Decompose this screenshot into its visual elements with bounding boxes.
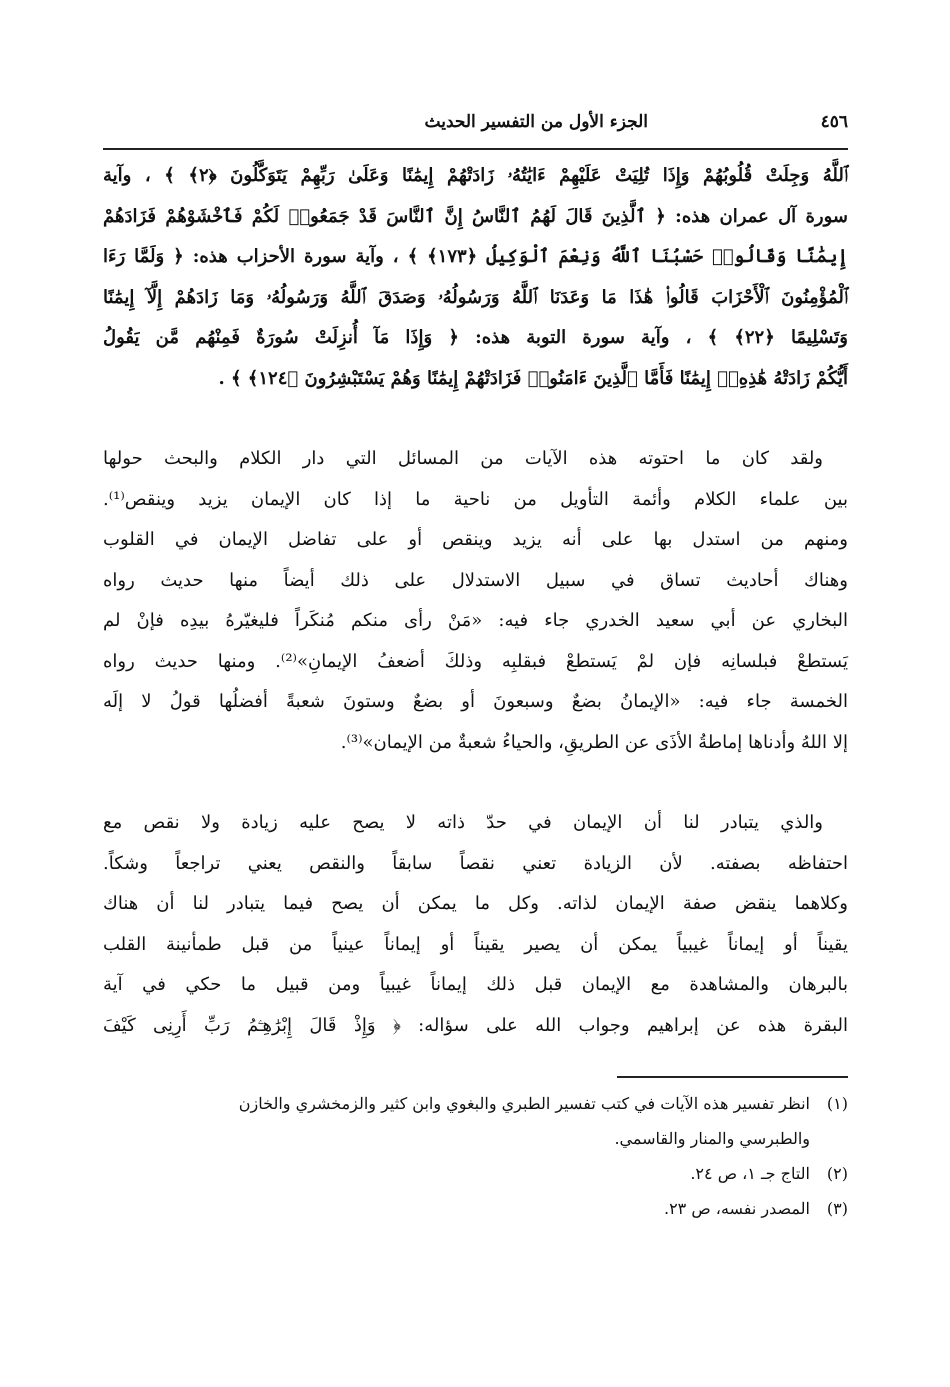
header-rule [103,148,848,150]
text-line: ولقد كان ما احتوته هذه الآيات من المسائل التي دار الكلام والبحث حولها [103,448,823,469]
text-line: يقيناً أو إيماناً غيبياً يمكن أن يصير يقيناً أو إيماناً عينياً من قبل طمأنينة القلب [103,933,848,955]
text-line: بالبرهان والمشاهدة مع الإيمان قبل ذلك إيماناً غيبياً ومن قبيل ما حكي في آية [103,974,848,995]
text-line: أَيُّكُمْ زَادَتْهُ هَٰذِهِۦٓ إِيمَٰنًا فَأَمَّا ٱلَّذِينَ ءَامَنُوا۟ فَزَادَتْهُمْ إِيمَٰنًا وَهُمْ يَسْتَبْشِرُونَ ﴿١٢٤﴾ ﴾ . [218,367,848,389]
text-line: إلا اللهُ وأدناها إماطةُ الأذَى عن الطريقِ، والحياءُ شعبةٌ من الإيمان»⁽³⁾. [340,731,848,753]
text-line: وهناك أحاديث تساق في سبيل الاستدلال على ذلك أيضاً منها حديث رواه [103,569,848,591]
paragraph-2 [103,803,848,1046]
footnote-marker: (٣) [826,1198,848,1218]
text-line: الخمسة جاء فيه: «الإيمانُ بضعٌ وسبعونَ أو بضعٌ وستونَ شعبةً أفضلُها قولُ لا إلَه [103,691,848,712]
text-line: ٱلْمُؤْمِنُونَ ٱلْأَحْزَابَ قَالُوا۟ هَٰذَا مَا وَعَدَنَا ٱللَّهُ وَرَسُولُهُۥ وَصَدَقَ ٱللَّهُ وَرَسُولُهُۥ وَمَا زَادَهُمْ إِلَّآ إِيمَٰنًا [103,286,848,308]
paragraph-1 [103,439,848,763]
text-line: إِيمَٰنًا وَقَالُوا۟ حَسْبُنَا ٱللَّهُ وَنِعْمَ ٱلْوَكِيلُ ﴿١٧٣﴾ ﴾ ، وآية سورة الأحزاب هذه: ﴿ وَلَمَّا رَءَا [103,246,849,267]
footnote-text: التاج جـ ١، ص ٢٤. [690,1163,810,1183]
footnote [103,1156,848,1191]
text-line: وَتَسْلِيمًا ﴿٢٢﴾ ﴾ ، وآية سورة التوبة هذه: ﴿ وَإِذَا مَآ أُنزِلَتْ سُورَةٌ فَمِنْهُم مَّن يَقُولُ [103,327,848,348]
book-page [103,0,848,1226]
paragraph-gap [103,399,848,439]
page-number: ٤٥٦ [820,112,848,132]
text-line: يَستطعْ فبلسانِه فإن لمْ يَستطعْ فبقلبِه وذلكَ أضعفُ الإيمانِ»⁽²⁾. ومنها حديث رواه [103,650,848,672]
quran-block [103,156,848,399]
footnote-line: انظر تفسير هذه الآيات في كتب تفسير الطبري والبغوي وابن كثير والزمخشري والخازن [238,1093,810,1113]
text-line: ومنهم من استدل بها على أنه يزيد وينقص أو على تفاضل الإيمان في القلوب [103,529,848,550]
footnote [103,1086,848,1156]
footnote-line: والطبرسي والمنار والقاسمي. [614,1128,810,1148]
text-line: ٱللَّهُ وَجِلَتْ قُلُوبُهُمْ وَإِذَا تُلِيَتْ عَلَيْهِمْ ءَايَٰتُهُۥ زَادَتْهُمْ إِيمَٰنًا وَعَلَىٰ رَبِّهِمْ يَتَوَكَّلُونَ ﴿٢﴾ ﴾ ، وآية [103,165,848,186]
footnote-marker: (٢) [826,1163,848,1183]
footnote-text [103,1086,810,1156]
footnote-marker: (١) [826,1093,848,1113]
paragraph-gap [103,763,848,803]
text-line: البقرة هذه عن إبراهيم وجواب الله على سؤاله: ﴿ وَإِذْ قَالَ إِبْرَٰهِـۧمُ رَبِّ أَرِنِى كَيْفَ [103,1014,848,1036]
text-line: وكلاهما ينقض صفة الإيمان لذاته. وكل ما يمكن أن يصح فيما يتبادر لنا أن هناك [103,893,848,914]
text-line: احتفاظه بصفته. لأن الزيادة تعني نقصاً سابقاً والنقص يعني تراجعاً وشكاً. [103,852,848,874]
text-line: سورة آل عمران هذه: ﴿ ٱلَّذِينَ قَالَ لَهُمُ ٱلنَّاسُ إِنَّ ٱلنَّاسَ قَدْ جَمَعُوا۟ لَكُمْ فَٱخْشَوْهُمْ فَزَادَهُمْ [103,205,849,227]
text-line: البخاري عن أبي سعيد الخدري جاء فيه: «مَنْ رأى منكم مُنكَراً فليغيّرهُ بيدِه فإنْ لم [103,610,848,631]
text-line: والذي يتبادر لنا أن الإيمان في حدّ ذاته لا يصح عليه زيادة ولا نقص مع [103,812,823,833]
running-header [103,112,848,148]
footnote [103,1191,848,1226]
footnotes [103,1086,848,1226]
footnote-text: المصدر نفسه، ص ٢٣. [663,1198,810,1218]
footnote-rule [617,1076,848,1078]
running-title: الجزء الأول من التفسير الحديث [424,112,648,132]
text-line: بين علماء الكلام وأئمة التأويل من ناحية ما إذا كان الإيمان يزيد وينقص⁽¹⁾. [103,488,848,510]
